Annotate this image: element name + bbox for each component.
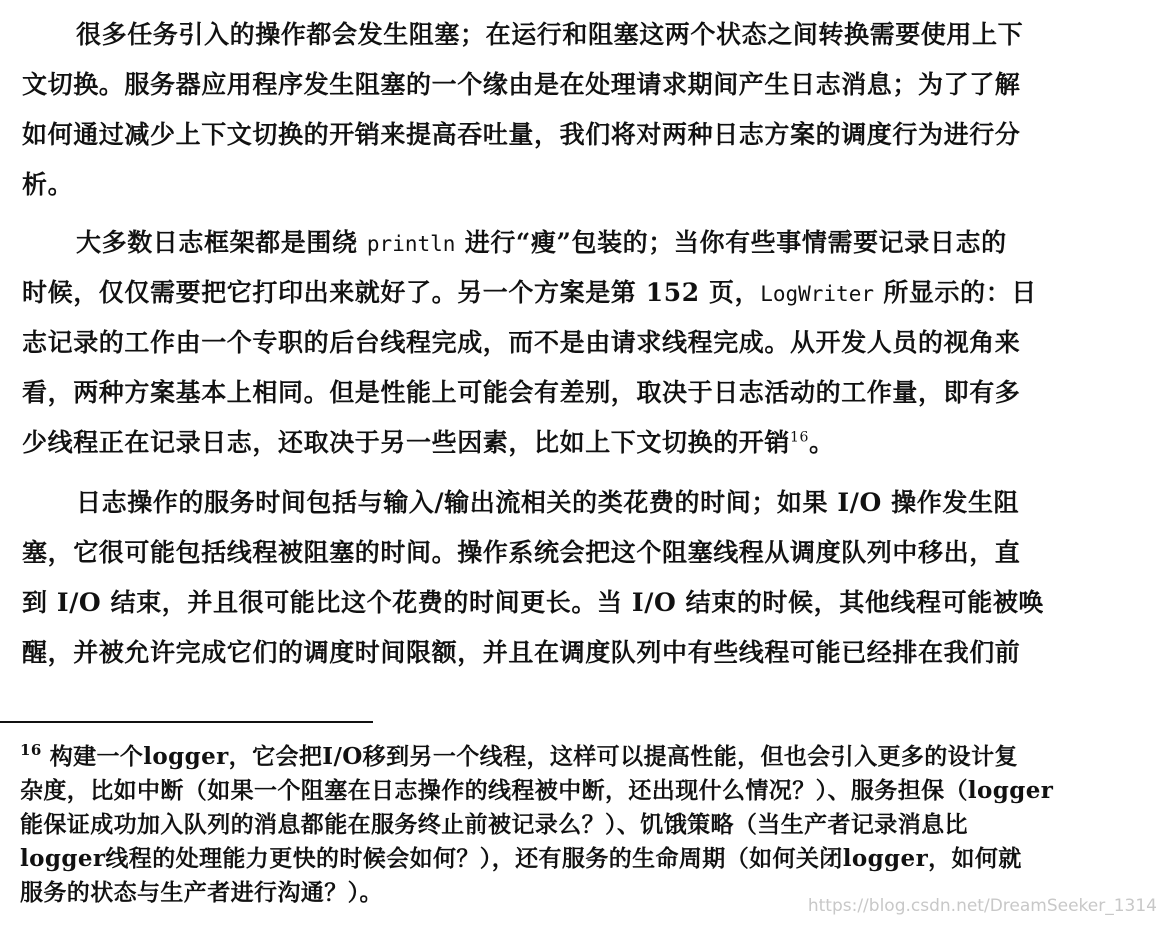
inline-code-println: println <box>366 232 456 256</box>
paragraph-2-line-2 <box>22 276 1037 311</box>
watermark-url: https://blog.csdn.net/DreamSeeker_1314 <box>807 896 1157 916</box>
text-segment: 。 <box>809 428 835 457</box>
footnote-line-2: 杂度，比如中断（如果一个阻塞在日志操作的线程被中断，还出现什么情况？）、服务担保（logger <box>20 777 1054 804</box>
paragraph-3-line-4: 醒，并被允许完成它们的调度时间限额，并且在调度队列中有些线程可能已经排在我们前 <box>22 638 1021 667</box>
text-segment: 少线程正在记录日志，还取决于另一些因素，比如上下文切换的开销 <box>22 428 791 457</box>
paragraph-1-line-2: 文切换。服务器应用程序发生阻塞的一个缘由是在处理请求期间产生日志消息；为了了解 <box>22 70 1021 99</box>
paragraph-2-line-4: 看，两种方案基本上相同。但是性能上可能会有差别，取决于日志活动的工作量，即有多 <box>22 378 1021 407</box>
paragraph-2-line-3: 志记录的工作由一个专职的后台线程完成，而不是由请求线程完成。从开发人员的视角来 <box>22 328 1021 357</box>
paragraph-2-line-5 <box>22 426 835 460</box>
text-segment: 大多数日志框架都是围绕 <box>76 228 367 257</box>
text-segment: 构建一个logger，它会把I/O移到另一个线程，这样可以提高性能，但也会引入更多的设计复 <box>49 743 1018 770</box>
text-segment: 时候，仅仅需要把它打印出来就好了。另一个方案是第 152 页， <box>22 278 761 307</box>
paragraph-1-line-4: 析。 <box>22 170 74 199</box>
footnote-number: 16 <box>20 741 42 760</box>
paragraph-3-line-2: 塞，它很可能包括线程被阻塞的时间。操作系统会把这个阻塞线程从调度队列中移出，直 <box>22 538 1021 567</box>
paragraph-1-line-3: 如何通过减少上下文切换的开销来提高吞吐量，我们将对两种日志方案的调度行为进行分 <box>22 120 1021 149</box>
inline-code-logwriter: LogWriter <box>760 282 874 306</box>
footnote-line-5: 服务的状态与生产者进行沟通？）。 <box>20 879 383 906</box>
footnote-reference: 16 <box>790 429 810 446</box>
text-segment: 所显示的：日 <box>874 278 1037 307</box>
footnote-line-1 <box>20 742 1018 772</box>
paragraph-2-line-1 <box>76 226 1007 261</box>
paragraph-3-line-3: 到 I/O 结束，并且很可能比这个花费的时间更长。当 I/O 结束的时候，其他线程可能被唤 <box>22 588 1045 617</box>
footnote-line-4: logger线程的处理能力更快的时候会如何？），还有服务的生命周期（如何关闭logger，如何就 <box>20 845 1022 872</box>
footnote-separator <box>0 721 373 723</box>
paragraph-1-line-1: 很多任务引入的操作都会发生阻塞；在运行和阻塞这两个状态之间转换需要使用上下 <box>76 20 1024 49</box>
text-segment: 进行“瘦”包装的；当你有些事情需要记录日志的 <box>455 228 1007 257</box>
footnote-line-3: 能保证成功加入队列的消息都能在服务终止前被记录么？）、饥饿策略（当生产者记录消息比 <box>20 811 968 838</box>
paragraph-3-line-1: 日志操作的服务时间包括与输入/输出流相关的类花费的时间；如果 I/O 操作发生阻 <box>76 488 1020 517</box>
